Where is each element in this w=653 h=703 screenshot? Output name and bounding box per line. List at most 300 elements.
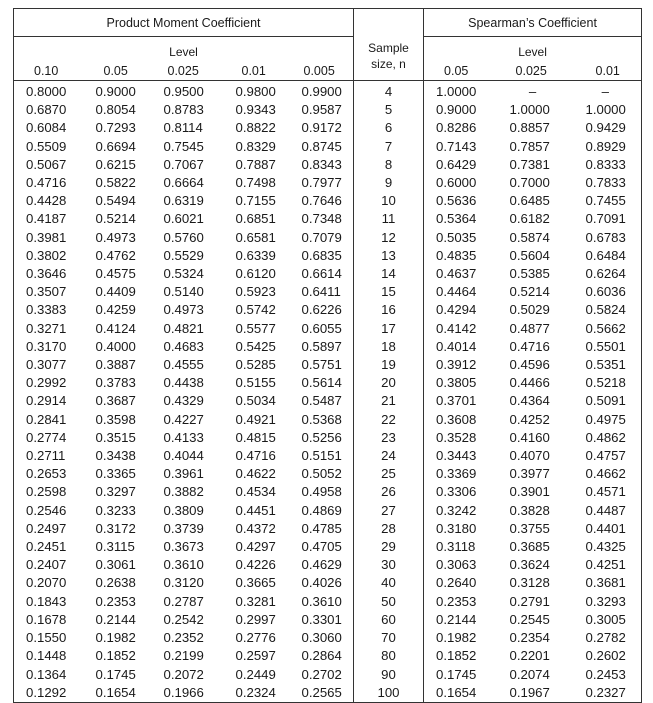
sp-critical-value: 0.3306 [424,483,496,501]
sample-size-value: 80 [354,647,424,665]
sp-critical-value: 0.2640 [424,574,496,592]
sp-critical-value: 0.3828 [509,502,550,518]
sp-critical-value: 0.9000 [424,101,496,119]
sp-critical-value: 0.1982 [424,629,496,647]
pm-critical-value: 0.5897 [301,338,342,354]
pm-critical-value: 0.7498 [235,175,276,191]
sample-size-value: 60 [354,611,424,629]
sp-critical-value: 0.2453 [570,666,642,684]
sp-critical-value: 0.4757 [570,447,642,465]
pm-critical-value: 0.4869 [301,502,342,518]
pm-critical-value: 0.9800 [235,84,276,99]
pm-critical-value: 0.5509 [14,138,84,156]
sp-critical-value: 0.4835 [424,247,496,265]
sp-critical-value: 0.3118 [424,538,496,556]
pm-critical-value: 0.3673 [163,539,204,555]
sample-size-value: 22 [354,411,424,429]
sp-critical-value: 0.5091 [570,392,642,410]
sp-critical-value: 0.1967 [496,684,570,703]
sp-critical-value: 0.5029 [509,302,550,318]
sp-critical-value: 0.3912 [424,356,496,374]
pm-critical-value: 0.4958 [301,484,342,500]
pm-critical-value: 0.9587 [301,102,342,118]
sp-critical-value: 0.7000 [509,175,550,191]
table-row [14,265,642,283]
sp-critical-value: 0.4877 [509,320,550,336]
pm-critical-value: 0.5923 [235,284,276,300]
sp-critical-value: 0.6182 [509,211,550,227]
sp-critical-value: 0.5662 [570,320,642,338]
pm-critical-value: 0.4227 [163,411,204,427]
sample-size-value: 29 [354,538,424,556]
sp-critical-value: 0.6783 [570,229,642,247]
table-row [14,356,642,374]
pm-critical-value: 0.4815 [235,429,276,445]
pm-critical-value: 0.4133 [163,429,204,445]
pm-critical-value: 0.6614 [301,266,342,282]
critical-values-table [13,8,642,703]
pm-critical-value: 0.3515 [95,429,136,445]
pm-critical-value: 0.5324 [163,266,204,282]
table-row [14,502,642,520]
pm-critical-value: 0.2598 [14,483,84,501]
sample-size-value: 18 [354,338,424,356]
pm-critical-value: 0.3610 [163,557,204,573]
pm-critical-value: 0.6694 [95,138,136,154]
pm-critical-value: 0.8343 [301,156,342,172]
pm-alpha-header: 0.005 [288,59,354,81]
sample-size-value: 100 [354,684,424,703]
table-row [14,374,642,392]
pm-critical-value: 0.6339 [235,247,276,263]
pm-alpha-header: 0.05 [84,59,152,81]
table-row [14,192,642,210]
pm-critical-value: 0.3507 [14,283,84,301]
sp-critical-value: 0.4325 [570,538,642,556]
pm-critical-value: 0.5256 [301,429,342,445]
pm-critical-value: 0.2070 [14,574,84,592]
sp-critical-value: 0.3608 [424,411,496,429]
table-row [14,647,642,665]
table-row [14,483,642,501]
sp-critical-value: 0.2201 [509,648,550,664]
pm-critical-value: 0.3882 [163,484,204,500]
sp-critical-value: 0.4294 [424,301,496,319]
pm-critical-value: 0.7293 [95,120,136,136]
pm-critical-value: 0.5034 [235,393,276,409]
sp-critical-value: 0.8286 [424,119,496,137]
pm-critical-value: 0.5577 [235,320,276,336]
table-row [14,320,642,338]
header-group-row [14,9,642,37]
sp-critical-value: 0.4975 [570,411,642,429]
pm-critical-value: 0.4921 [235,411,276,427]
sample-size-value: 19 [354,356,424,374]
pm-critical-value: 0.8000 [14,81,84,102]
pm-critical-value: 0.5822 [95,175,136,191]
pm-critical-value: 0.4705 [301,539,342,555]
sp-critical-value: 0.7381 [509,156,550,172]
sp-critical-value: 0.3528 [424,429,496,447]
sample-size-value: 10 [354,192,424,210]
sp-critical-value: 0.3293 [570,593,642,611]
pm-critical-value: 0.1852 [95,648,136,664]
pm-critical-value: 0.2542 [163,611,204,627]
pm-critical-value: 0.2653 [14,465,84,483]
sp-critical-value: 0.3443 [424,447,496,465]
table-row [14,593,642,611]
pm-critical-value: 0.6021 [163,211,204,227]
table-row [14,629,642,647]
sample-size-value: 23 [354,429,424,447]
sp-alpha-header: 0.05 [424,59,496,81]
pm-critical-value: 0.5285 [235,357,276,373]
table-row [14,283,642,301]
pm-critical-value: 0.2199 [163,648,204,664]
pm-critical-value: 0.4044 [163,448,204,464]
pm-critical-value: 0.4716 [235,448,276,464]
pm-critical-value: 0.3281 [235,593,276,609]
pm-critical-value: 0.5140 [163,284,204,300]
pm-critical-value: 0.3061 [95,557,136,573]
pm-critical-value: 0.8745 [301,138,342,154]
pm-critical-value: 0.4026 [301,575,342,591]
table-body [14,81,642,703]
header-level-row [14,37,642,60]
pm-critical-value: 0.3598 [95,411,136,427]
pm-critical-value: 0.1654 [84,684,152,703]
sample-size-value: 20 [354,374,424,392]
pm-critical-value: 0.8114 [163,120,203,136]
pm-critical-value: 0.3802 [14,247,84,265]
pm-critical-value: 0.2997 [235,611,276,627]
table-row [14,138,642,156]
sp-critical-value: 0.3005 [570,611,642,629]
sample-size-value: 40 [354,574,424,592]
table-row [14,520,642,538]
pm-critical-value: 0.2352 [163,630,204,646]
sp-critical-value: 0.6000 [424,174,496,192]
pm-critical-value: 0.3438 [95,448,136,464]
pm-critical-value: 0.8054 [95,102,136,118]
pm-critical-value: 0.2774 [14,429,84,447]
sp-critical-value: 0.3369 [424,465,496,483]
pm-critical-value: 0.5368 [301,411,342,427]
pm-critical-value: 0.5155 [235,375,276,391]
pm-critical-value: 0.2992 [14,374,84,392]
pm-critical-value: 0.4555 [163,357,204,373]
pm-critical-value: 0.6319 [163,193,204,209]
sample-size-value: 26 [354,483,424,501]
sample-size-value: 70 [354,629,424,647]
table-row [14,666,642,684]
table-row [14,338,642,356]
pm-critical-value: 0.6120 [235,266,276,282]
sp-critical-value: 0.3701 [424,392,496,410]
sp-critical-value: 0.6485 [509,193,550,209]
sp-critical-value: 0.4662 [570,465,642,483]
pm-critical-value: 0.4785 [301,520,342,536]
pm-critical-value: 0.4575 [95,266,136,282]
table-row [14,81,642,102]
sp-critical-value: 0.5214 [509,284,550,300]
sp-critical-value: 0.9429 [570,119,642,137]
pm-critical-value: 0.4762 [95,247,136,263]
pm-critical-value: 0.2702 [301,666,342,682]
pm-critical-value: 0.9000 [95,84,136,99]
sp-critical-value: 0.3977 [509,466,550,482]
pm-critical-value: 0.4973 [163,302,204,318]
sp-critical-value: 0.1745 [424,666,496,684]
pm-critical-value: 0.3170 [14,338,84,356]
pm-critical-value: 0.2497 [14,520,84,538]
pm-critical-value: 0.9172 [301,120,342,136]
sample-size-value: 8 [354,156,424,174]
pm-critical-value: 0.7646 [301,193,342,209]
sp-critical-value: 0.8929 [570,138,642,156]
sp-critical-value: 0.4716 [509,338,550,354]
pm-critical-value: 0.5052 [301,466,342,482]
pm-critical-value: 0.3271 [14,320,84,338]
pm-critical-value: 0.4409 [95,284,136,300]
pm-critical-value: 0.8329 [235,138,276,154]
sp-critical-value: 0.4142 [424,320,496,338]
pm-critical-value: 0.2914 [14,392,84,410]
sample-size-value: 27 [354,502,424,520]
sample-size-value: 11 [354,210,424,228]
pm-critical-value: 0.6835 [301,247,342,263]
pm-critical-value: 0.3610 [301,593,342,609]
pm-critical-value: 0.6084 [14,119,84,137]
pm-critical-value: 0.6226 [301,302,342,318]
pm-critical-value: 0.3981 [14,229,84,247]
pm-critical-value: 0.5067 [14,156,84,174]
pm-critical-value: 0.5494 [95,193,136,209]
sp-critical-value: 0.7455 [570,192,642,210]
sp-critical-value: 0.7833 [570,174,642,192]
pm-critical-value: 0.4683 [163,338,204,354]
table-row [14,538,642,556]
pm-critical-value: 0.3365 [95,466,136,482]
sp-critical-value: 0.3180 [424,520,496,538]
sample-size-value: 90 [354,666,424,684]
sp-critical-value: 0.4637 [424,265,496,283]
pm-critical-value: 0.3961 [163,466,204,482]
sp-critical-value: – [528,84,537,99]
pm-critical-value: 0.1448 [14,647,84,665]
pm-critical-value: 0.2841 [14,411,84,429]
sp-critical-value: 0.4464 [424,283,496,301]
sp-critical-value: 0.2545 [509,611,550,627]
table-row [14,301,642,319]
sample-size-value: 21 [354,392,424,410]
sp-critical-value: 0.4487 [570,502,642,520]
pm-critical-value: 0.1678 [14,611,84,629]
pm-critical-value: 0.2451 [14,538,84,556]
sample-size-value: 24 [354,447,424,465]
pm-critical-value: 0.6411 [301,284,341,300]
pm-critical-value: 0.4973 [95,229,136,245]
pm-critical-value: 0.5751 [301,357,342,373]
pm-critical-value: 0.3115 [95,539,135,555]
table-row [14,156,642,174]
pm-critical-value: 0.7079 [301,229,342,245]
sp-critical-value: 0.3624 [509,557,550,573]
pm-critical-value: 0.7155 [235,193,276,209]
sample-size-value: 25 [354,465,424,483]
sp-critical-value: 0.6036 [570,283,642,301]
table-row [14,119,642,137]
pm-critical-value: 0.9343 [235,102,276,118]
sample-size-value: 30 [354,556,424,574]
table-row [14,101,642,119]
pm-critical-value: 0.5214 [95,211,136,227]
pm-critical-value: 0.3233 [95,502,136,518]
sample-label-line2: size, n [371,57,406,71]
sample-size-value: 16 [354,301,424,319]
pm-critical-value: 0.2324 [220,684,288,703]
pm-level-label: Level [14,37,354,60]
sample-size-value: 12 [354,229,424,247]
pm-critical-value: 0.3301 [301,611,342,627]
sample-size-value: 15 [354,283,424,301]
pm-critical-value: 0.1292 [14,684,84,703]
pm-critical-value: 0.3809 [163,502,204,518]
sample-label-line1: Sample [368,41,409,55]
sample-size-value: 4 [354,81,424,102]
pm-critical-value: 0.7977 [301,175,342,191]
sp-critical-value: 0.6264 [570,265,642,283]
sp-critical-value: 0.6429 [424,156,496,174]
pm-critical-value: 0.1843 [14,593,84,611]
pm-critical-value: 0.2565 [288,684,354,703]
pm-critical-value: 0.6215 [95,156,136,172]
table-row [14,392,642,410]
pm-critical-value: 0.4372 [235,520,276,536]
sp-critical-value: 0.5501 [570,338,642,356]
sp-critical-value: 0.4571 [570,483,642,501]
pm-critical-value: 0.4226 [235,557,276,573]
sp-critical-value: 0.5364 [424,210,496,228]
sp-critical-value: 0.2354 [509,630,550,646]
pm-critical-value: 0.5151 [301,448,342,464]
sp-critical-value: 0.3128 [509,575,550,591]
sp-critical-value: 0.3805 [424,374,496,392]
pm-critical-value: 0.4187 [14,210,84,228]
sp-critical-value: 0.3685 [509,539,550,555]
pm-critical-value: 0.6055 [301,320,342,336]
pm-critical-value: 0.4534 [235,484,276,500]
pm-critical-value: 0.2711 [14,447,84,465]
sp-critical-value: 0.1852 [424,647,496,665]
sp-alpha-header: 0.025 [496,59,570,81]
sample-size-value: 13 [354,247,424,265]
sp-critical-value: 0.3901 [509,484,550,500]
sample-size-value: 5 [354,101,424,119]
pm-critical-value: 0.1966 [152,684,220,703]
pm-critical-value: 0.3739 [163,520,204,536]
sp-critical-value: 1.0000 [509,102,550,118]
table-row [14,465,642,483]
pm-critical-value: 0.2407 [14,556,84,574]
sp-critical-value: 0.2144 [424,611,496,629]
table-row [14,174,642,192]
pm-critical-value: 0.4622 [235,466,276,482]
sp-critical-value: 0.7091 [570,210,642,228]
pm-critical-value: 0.9500 [163,84,204,99]
sp-critical-value: 0.4364 [509,393,550,409]
pm-critical-value: 0.8822 [235,120,276,136]
sp-critical-value: – [570,81,642,102]
table-row [14,429,642,447]
sp-critical-value: 0.8857 [509,120,550,136]
sample-size-value: 7 [354,138,424,156]
table-row [14,210,642,228]
sp-critical-value: 0.5385 [509,266,550,282]
sp-critical-value: 0.4160 [509,429,550,445]
sp-critical-value: 0.2791 [509,593,550,609]
pm-critical-value: 0.6581 [235,229,276,245]
sp-critical-value: 0.7857 [509,138,550,154]
pm-critical-value: 0.4329 [163,393,204,409]
sp-critical-value: 0.4070 [509,448,550,464]
pm-critical-value: 0.4438 [163,375,204,391]
sp-critical-value: 0.2602 [570,647,642,665]
sample-size-value: 28 [354,520,424,538]
sp-critical-value: 0.5218 [570,374,642,392]
sp-critical-value: 0.4596 [509,357,550,373]
table-row [14,574,642,592]
pm-critical-value: 0.2072 [163,666,204,682]
pm-critical-value: 0.2864 [301,648,342,664]
sp-critical-value: 0.5035 [424,229,496,247]
sample-size-value: 50 [354,593,424,611]
pm-critical-value: 0.3077 [14,356,84,374]
sp-alpha-header: 0.01 [570,59,642,81]
pm-critical-value: 0.6870 [14,101,84,119]
pm-critical-value: 0.6664 [163,175,204,191]
sp-critical-value: 0.4252 [509,411,550,427]
pm-critical-value: 0.1982 [95,630,136,646]
pm-critical-value: 0.4000 [95,338,136,354]
header-alpha-row [14,59,642,81]
pm-critical-value: 0.1364 [14,666,84,684]
pm-critical-value: 0.3646 [14,265,84,283]
pm-critical-value: 0.5760 [163,229,204,245]
table-row [14,611,642,629]
pm-alpha-header: 0.10 [14,59,84,81]
pm-critical-value: 0.4124 [95,320,136,336]
pm-critical-value: 0.5487 [301,393,342,409]
pm-critical-value: 0.6851 [235,211,276,227]
sp-critical-value: 0.3681 [570,574,642,592]
sample-size-value: 14 [354,265,424,283]
pm-critical-value: 0.5529 [163,247,204,263]
pm-critical-value: 0.3383 [14,301,84,319]
sp-critical-value: 0.3242 [424,502,496,520]
pm-critical-value: 0.2638 [95,575,136,591]
pm-critical-value: 0.3297 [95,484,136,500]
pm-alpha-header: 0.01 [220,59,288,81]
sp-critical-value: 0.2353 [424,593,496,611]
sp-critical-value: 1.0000 [570,101,642,119]
pm-critical-value: 0.2776 [235,630,276,646]
sp-critical-value: 1.0000 [424,81,496,102]
sp-critical-value: 0.2782 [570,629,642,647]
pm-critical-value: 0.2787 [163,593,204,609]
sp-critical-value: 0.6484 [570,247,642,265]
pm-critical-value: 0.4629 [301,557,342,573]
